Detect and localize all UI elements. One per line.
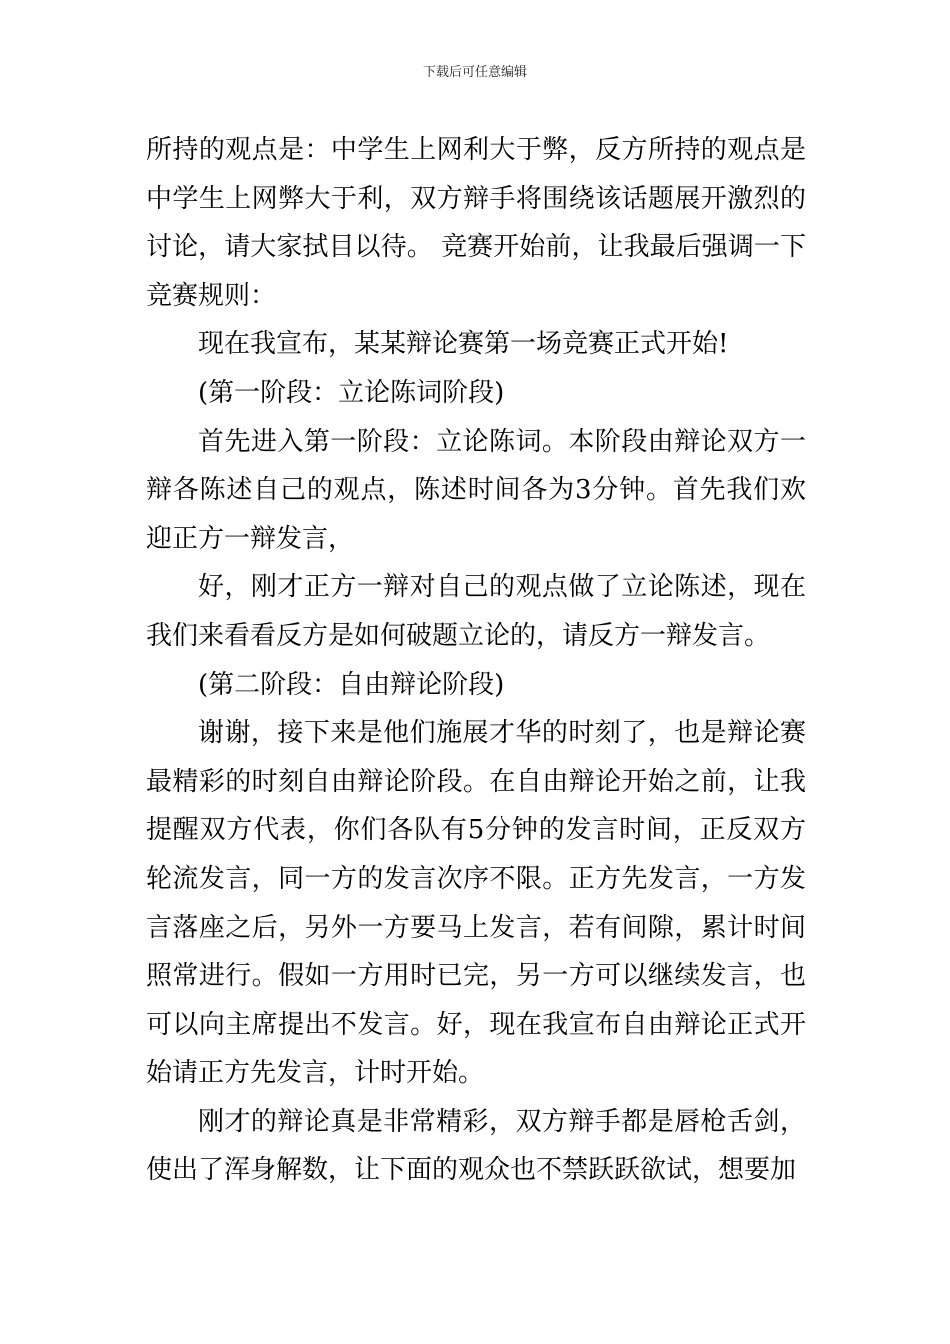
paragraph-3: (第一阶段：立论陈词阶段) xyxy=(198,377,505,408)
page-header: 下载后可任意编辑 xyxy=(422,65,527,80)
paragraph-8: 刚才的辩论真是非常精彩，双方辩手都是唇枪舌剑，使出了浑身解数，让下面的观众也不禁跃跃欲试，想要加 xyxy=(146,1106,806,1186)
paragraph-4: 首先进入第一阶段：立论陈词。本阶段由辩论双方一辩各陈述自己的观点，陈述时间各为3分钟。首先我们欢迎正方一辩发言， xyxy=(146,426,806,554)
document-body xyxy=(146,126,806,1195)
paragraph-1: 所持的观点是：中学生上网利大于弊，反方所持的观点是中学生上网弊大于利，双方辩手将围绕该话题展开激烈的讨论，请大家拭目以待。 竞赛开始前，让我最后强调一下竞赛规则： xyxy=(146,135,806,311)
paragraph-6: (第二阶段：自由辩论阶段) xyxy=(198,669,505,700)
paragraph-2: 现在我宣布，某某辩论赛第一场竞赛正式开始! xyxy=(198,329,729,360)
paragraph-7: 谢谢，接下来是他们施展才华的时刻了，也是辩论赛最精彩的时刻自由辩论阶段。在自由辩论开始之前，让我提醒双方代表，你们各队有5分钟的发言时间，正反双方轮流发言，同一方的发言次序不限。正方先发言，一方发言落座之后，另外一方要马上发言，若有间隙，累计时间照常进行。假如一方用时已完，另一方可以继续发言，也可以向主席提出不发言。好，现在我宣布自由辩论正式开始请正方先发言，计时开始。 xyxy=(146,718,806,1089)
paragraph-5: 好，刚才正方一辩对自己的观点做了立论陈述，现在我们来看看反方是如何破题立论的，请反方一辩发言。 xyxy=(146,572,806,651)
